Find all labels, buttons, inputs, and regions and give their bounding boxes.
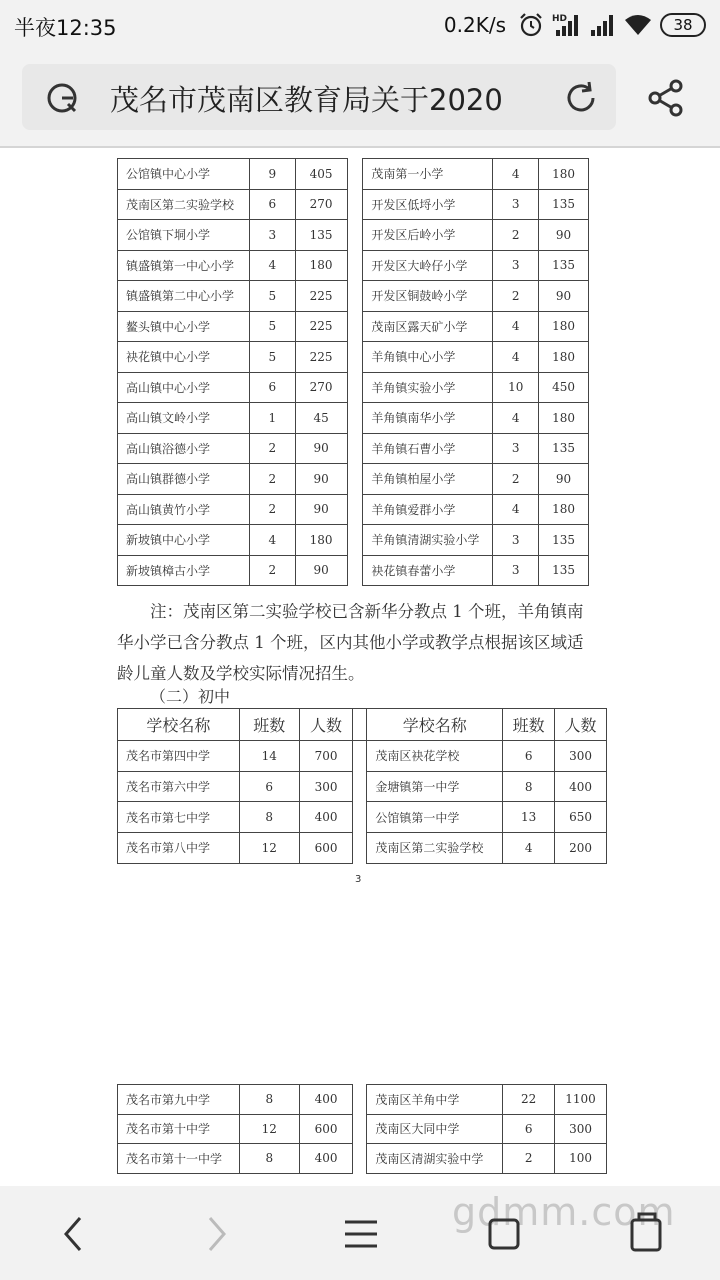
school-name-cell: 开发区低埒小学 (363, 189, 493, 220)
table-row (118, 281, 589, 312)
class-count-cell: 3 (493, 189, 539, 220)
student-count-cell: 225 (295, 281, 347, 312)
table-row (118, 525, 589, 556)
school-name-cell: 茂名市第八中学 (118, 833, 240, 864)
table-row (118, 403, 589, 434)
student-count-cell: 135 (539, 189, 589, 220)
class-count-cell: 8 (503, 771, 555, 802)
battery-icon: 38 (660, 13, 706, 37)
school-name-cell: 茂南区露天矿小学 (363, 311, 493, 342)
table-gap (347, 494, 363, 525)
hd-signal-icon (552, 12, 582, 38)
school-name-cell: 茂南第一小学 (363, 159, 493, 190)
school-name-cell: 新坡镇樟古小学 (118, 555, 250, 586)
table-row (118, 833, 607, 864)
class-count-cell: 4 (493, 311, 539, 342)
document-viewer[interactable] (0, 146, 720, 1186)
student-count-cell: 400 (299, 1144, 353, 1174)
share-icon[interactable] (646, 78, 686, 118)
class-count-cell: 4 (493, 342, 539, 373)
table-gap (347, 189, 363, 220)
school-name-cell: 镇盛镇第一中心小学 (118, 250, 250, 281)
class-count-cell: 6 (249, 189, 295, 220)
primary-school-table (117, 158, 589, 586)
next-page-table (117, 1084, 607, 1174)
class-count-cell: 4 (249, 250, 295, 281)
student-count-cell: 450 (539, 372, 589, 403)
wifi-icon (624, 12, 652, 38)
note-line: 龄儿童人数及学校实际情况招生。 (117, 664, 365, 683)
school-name-cell: 羊角镇中心小学 (363, 342, 493, 373)
class-count-cell: 6 (249, 372, 295, 403)
student-count-cell: 270 (295, 189, 347, 220)
menu-icon[interactable] (337, 1210, 385, 1258)
school-name-cell: 羊角镇石曹小学 (363, 433, 493, 464)
page-number: 3 (355, 874, 362, 885)
note-line: 华小学已含分教点 1 个班，区内其他小学或教学点根据该区域适 (117, 633, 584, 652)
student-count-cell: 100 (555, 1144, 607, 1174)
address-bar[interactable] (22, 64, 616, 130)
table-gap (347, 311, 363, 342)
student-count-cell: 300 (555, 1114, 607, 1144)
class-count-cell: 2 (493, 464, 539, 495)
school-name-cell: 茂南区第二实验学校 (367, 833, 503, 864)
school-name-cell: 茂名市第六中学 (118, 771, 240, 802)
student-count-cell: 135 (539, 433, 589, 464)
back-icon[interactable] (50, 1210, 98, 1258)
school-name-cell: 开发区大岭仔小学 (363, 250, 493, 281)
school-name-cell: 羊角镇南华小学 (363, 403, 493, 434)
table-gap (347, 342, 363, 373)
school-name-cell: 高山镇文岭小学 (118, 403, 250, 434)
class-count-cell: 3 (493, 555, 539, 586)
table-row (118, 802, 607, 833)
school-name-cell: 茂名市第十中学 (118, 1114, 240, 1144)
table-row (118, 1144, 607, 1174)
student-count-cell: 135 (539, 250, 589, 281)
table-gap (353, 771, 367, 802)
table-row (118, 311, 589, 342)
school-name-cell: 公馆镇中心小学 (118, 159, 250, 190)
school-name-cell: 镇盛镇第二中心小学 (118, 281, 250, 312)
student-count-cell: 400 (299, 1085, 353, 1115)
student-count-cell: 650 (555, 802, 607, 833)
header-classes: 班数 (503, 709, 555, 741)
page-divider (0, 146, 720, 148)
home-icon[interactable] (622, 1210, 670, 1258)
student-count-cell: 1100 (555, 1085, 607, 1115)
next-page-table-body (118, 1085, 607, 1174)
bottom-nav (0, 1186, 720, 1280)
class-count-cell: 4 (503, 833, 555, 864)
note-paragraph (117, 596, 609, 689)
school-name-cell: 公馆镇下垌小学 (118, 220, 250, 251)
class-count-cell: 8 (239, 1144, 299, 1174)
class-count-cell: 5 (249, 342, 295, 373)
student-count-cell: 225 (295, 311, 347, 342)
class-count-cell: 2 (249, 464, 295, 495)
table-gap (347, 525, 363, 556)
student-count-cell: 600 (299, 833, 353, 864)
student-count-cell: 135 (539, 525, 589, 556)
student-count-cell: 90 (539, 281, 589, 312)
school-name-cell: 开发区铜鼓岭小学 (363, 281, 493, 312)
student-count-cell: 400 (555, 771, 607, 802)
school-name-cell: 羊角镇柏屋小学 (363, 464, 493, 495)
class-count-cell: 3 (493, 525, 539, 556)
school-name-cell: 茂南区第二实验学校 (118, 189, 250, 220)
student-count-cell: 90 (295, 555, 347, 586)
student-count-cell: 90 (539, 220, 589, 251)
table-gap (353, 1144, 367, 1174)
table-row (118, 159, 589, 190)
student-count-cell: 300 (555, 741, 607, 772)
status-bar (0, 0, 720, 50)
school-name-cell: 鳌头镇中心小学 (118, 311, 250, 342)
url-text[interactable]: 茂名市茂南区教育局关于2020 (110, 83, 503, 117)
class-count-cell: 14 (239, 741, 299, 772)
student-count-cell: 90 (295, 464, 347, 495)
table-row (118, 372, 589, 403)
student-count-cell: 90 (295, 494, 347, 525)
student-count-cell: 90 (539, 464, 589, 495)
school-name-cell: 高山镇中心小学 (118, 372, 250, 403)
table-gap (353, 709, 367, 741)
school-name-cell: 开发区后岭小学 (363, 220, 493, 251)
school-name-cell: 羊角镇实验小学 (363, 372, 493, 403)
table-row (118, 494, 589, 525)
class-count-cell: 3 (249, 220, 295, 251)
student-count-cell: 270 (295, 372, 347, 403)
class-count-cell: 2 (493, 220, 539, 251)
status-time: 半夜12:35 (14, 16, 117, 40)
student-count-cell: 200 (555, 833, 607, 864)
student-count-cell: 90 (295, 433, 347, 464)
header-school-name: 学校名称 (367, 709, 503, 741)
school-name-cell: 茂名市第十一中学 (118, 1144, 240, 1174)
class-count-cell: 3 (493, 250, 539, 281)
table-row (118, 342, 589, 373)
class-count-cell: 5 (249, 281, 295, 312)
browser-toolbar (0, 50, 720, 146)
school-name-cell: 茂南区清湖实验中学 (367, 1144, 503, 1174)
school-name-cell: 金塘镇第一中学 (367, 771, 503, 802)
class-count-cell: 22 (503, 1085, 555, 1115)
class-count-cell: 12 (239, 1114, 299, 1144)
class-count-cell: 4 (493, 403, 539, 434)
svg-text:HD: HD (552, 14, 568, 24)
school-name-cell: 高山镇群德小学 (118, 464, 250, 495)
table-row (118, 189, 589, 220)
table-gap (353, 802, 367, 833)
table-gap (347, 403, 363, 434)
school-name-cell: 茂名市第四中学 (118, 741, 240, 772)
student-count-cell: 600 (299, 1114, 353, 1144)
school-name-cell: 茂南区大同中学 (367, 1114, 503, 1144)
class-count-cell: 2 (249, 494, 295, 525)
table-row (118, 250, 589, 281)
student-count-cell: 180 (539, 494, 589, 525)
class-count-cell: 2 (503, 1144, 555, 1174)
student-count-cell: 300 (299, 771, 353, 802)
class-count-cell: 6 (503, 1114, 555, 1144)
table-row (118, 1085, 607, 1115)
table-gap (353, 1114, 367, 1144)
table-gap (347, 464, 363, 495)
alarm-icon (518, 12, 544, 38)
school-name-cell: 袂花镇中心小学 (118, 342, 250, 373)
class-count-cell: 12 (239, 833, 299, 864)
section-heading: （二）初中 (150, 687, 231, 706)
school-name-cell: 高山镇浴德小学 (118, 433, 250, 464)
student-count-cell: 700 (299, 741, 353, 772)
table-row (118, 741, 607, 772)
table-gap (353, 1085, 367, 1115)
header-students: 人数 (299, 709, 353, 741)
class-count-cell: 8 (239, 1085, 299, 1115)
primary-table-body (118, 159, 589, 586)
network-speed: 0.2K/s (443, 13, 506, 37)
student-count-cell: 180 (295, 250, 347, 281)
school-name-cell: 羊角镇爱群小学 (363, 494, 493, 525)
middle-school-table (117, 708, 607, 864)
class-count-cell: 6 (239, 771, 299, 802)
table-gap (347, 220, 363, 251)
student-count-cell: 405 (295, 159, 347, 190)
class-count-cell: 3 (493, 433, 539, 464)
table-row (118, 555, 589, 586)
class-count-cell: 4 (493, 494, 539, 525)
table-row (118, 433, 589, 464)
class-count-cell: 4 (249, 525, 295, 556)
class-count-cell: 13 (503, 802, 555, 833)
class-count-cell: 6 (503, 741, 555, 772)
table-row (118, 464, 589, 495)
student-count-cell: 180 (539, 342, 589, 373)
school-name-cell: 袂花镇春蕾小学 (363, 555, 493, 586)
class-count-cell: 8 (239, 802, 299, 833)
school-name-cell: 茂南区羊角中学 (367, 1085, 503, 1115)
class-count-cell: 2 (249, 433, 295, 464)
class-count-cell: 2 (249, 555, 295, 586)
tabs-icon[interactable] (480, 1210, 528, 1258)
table-gap (347, 433, 363, 464)
class-count-cell: 4 (493, 159, 539, 190)
student-count-cell: 225 (295, 342, 347, 373)
class-count-cell: 9 (249, 159, 295, 190)
note-line: 注：茂南区第二实验学校已含新华分教点 1 个班，羊角镇南 (150, 602, 584, 621)
table-gap (347, 281, 363, 312)
school-name-cell: 高山镇黄竹小学 (118, 494, 250, 525)
table-row (118, 771, 607, 802)
student-count-cell: 400 (299, 802, 353, 833)
school-name-cell: 新坡镇中心小学 (118, 525, 250, 556)
forward-icon[interactable] (192, 1210, 240, 1258)
table-row (118, 220, 589, 251)
school-name-cell: 羊角镇清湖实验小学 (363, 525, 493, 556)
class-count-cell: 10 (493, 372, 539, 403)
table-gap (347, 555, 363, 586)
school-name-cell: 公馆镇第一中学 (367, 802, 503, 833)
signal-icon (590, 12, 616, 38)
reload-icon[interactable] (562, 79, 600, 117)
student-count-cell: 135 (295, 220, 347, 251)
student-count-cell: 180 (295, 525, 347, 556)
search-engine-icon[interactable] (44, 80, 80, 116)
student-count-cell: 180 (539, 403, 589, 434)
class-count-cell: 5 (249, 311, 295, 342)
class-count-cell: 1 (249, 403, 295, 434)
student-count-cell: 180 (539, 159, 589, 190)
school-name-cell: 茂名市第七中学 (118, 802, 240, 833)
school-name-cell: 茂名市第九中学 (118, 1085, 240, 1115)
watermark: gdmm.com (452, 1190, 676, 1234)
header-classes: 班数 (239, 709, 299, 741)
table-gap (353, 741, 367, 772)
status-indicators (444, 10, 706, 40)
student-count-cell: 135 (539, 555, 589, 586)
table-gap (347, 159, 363, 190)
table-gap (347, 372, 363, 403)
table-gap (347, 250, 363, 281)
table-gap (353, 833, 367, 864)
middle-table-body (118, 741, 607, 864)
school-name-cell: 茂南区袂花学校 (367, 741, 503, 772)
student-count-cell: 180 (539, 311, 589, 342)
header-students: 人数 (555, 709, 607, 741)
student-count-cell: 45 (295, 403, 347, 434)
table-row (118, 1114, 607, 1144)
table-header-row (118, 709, 607, 741)
class-count-cell: 2 (493, 281, 539, 312)
header-school-name: 学校名称 (118, 709, 240, 741)
